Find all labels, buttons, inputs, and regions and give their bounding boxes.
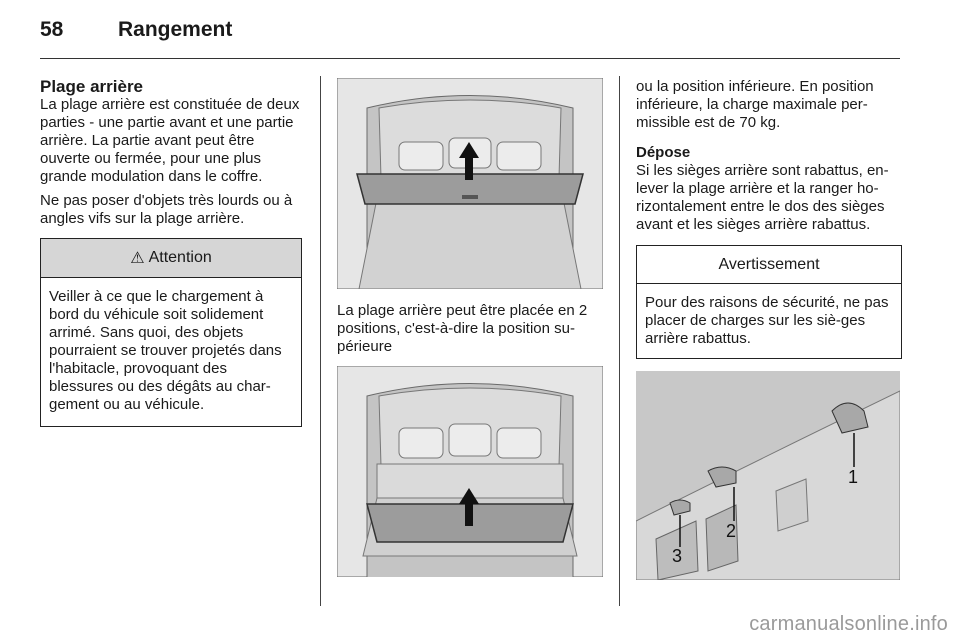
- continuation-paragraph: ou la position inférieure. En position inférieure, la charge maximale per-missible est de 70 kg.: [636, 78, 874, 131]
- figure-label-1: 1: [848, 467, 859, 487]
- section-title: Plage arrière: [40, 77, 144, 96]
- warning-text: Veiller à ce que le chargement à bord du véhicule soit solidement arrimé. Sans quoi, des objets pourraient se trouver projetés dans l'habitacle, provoquant des blessures ou des dégâts au char-gement ou au véhicule.: [49, 288, 282, 413]
- notice-text: Pour des raisons de sécurité, ne pas placer de charges sur les siè-ges arrière rabattus.: [645, 294, 889, 347]
- depose-paragraph: Si les sièges arrière sont rabattus, en-lever la plage arrière et la ranger ho-rizontalement entre le dos des sièges avant et les sièges arrière rabattus.: [636, 162, 889, 233]
- column-divider: [320, 76, 321, 606]
- warning-box: [40, 238, 302, 427]
- illustration-lower-position: [337, 366, 603, 577]
- notice-title: Avertissement: [637, 246, 901, 284]
- illustration-upper-position: [337, 78, 603, 289]
- warning-header: [41, 239, 301, 278]
- note-paragraph: Ne pas poser d'objets très lourds ou à angles vifs sur la plage arrière.: [40, 192, 293, 227]
- column-divider: [619, 76, 620, 606]
- depose-title: Dépose: [636, 144, 691, 161]
- watermark: carmanualsonline.info: [749, 613, 948, 635]
- column-middle: [337, 78, 603, 577]
- figure-label-2: 2: [726, 521, 737, 541]
- column-right: [636, 78, 902, 580]
- warning-title: Attention: [148, 249, 212, 266]
- intro-paragraph: La plage arrière est constituée de deux parties - une partie avant et une partie arrière. La partie avant peut être ouverte ou fermée, pour une plus grande modulation dans le coffre.: [40, 96, 300, 185]
- warning-icon: ⚠: [130, 250, 145, 267]
- figure-label-3: 3: [672, 546, 683, 566]
- illustration-mount-points: [636, 371, 900, 580]
- figure-caption: La plage arrière peut être placée en 2 positions, c'est-à-dire la position su-périeure: [337, 302, 588, 355]
- header-rule: [40, 58, 900, 59]
- page-title: Rangement: [118, 18, 233, 41]
- notice-box: [636, 245, 902, 359]
- page-number: 58: [40, 18, 64, 41]
- column-left: [40, 78, 302, 427]
